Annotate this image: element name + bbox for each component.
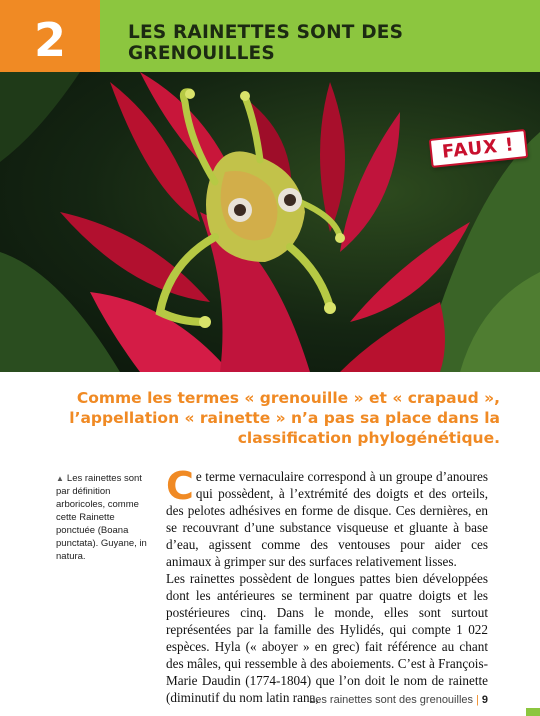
body-text [166,464,488,706]
footer-separator: | [476,694,479,706]
page-number: 9 [481,694,488,706]
dropcap: C [166,464,194,508]
verdict-badge: FAUX ! [429,129,528,168]
body-paragraph-2: Les rainettes possèdent de longues pattes bien développées dont les antérieures se terminent par quatre doigts et les postérieures cinq. Dans le monde, elles sont surtout représentées par la famille des Hylidés, qui compte 1 022 espèces. Hyla (« aboyer » en grec) fait référence au chant des mâles, qui ressemble à des aboiements. C’est à François-Marie Daudin (1774-1804) que l’on doit le nom de rainette (diminutif du nom latin rana, [166,571,488,705]
body-paragraph-1: e terme vernaculaire correspond à un groupe d’anoures qui possèdent, à l’extrémité des doigts et des orteils, des pelotes adhésives en forme de disque. Ces dernières, en se recouvrant d’une substance visqueuse et gluante à base d’eau, agissent comme des ventouses pour aider ces animaux à grimper sur des surfaces relativement lisses. [166,469,488,569]
frog-illustration [0,72,540,372]
leaf-shape [0,72,80,162]
bract-shape [340,112,400,252]
lead-paragraph: Comme les termes « grenouille » et « crapaud », l’appellation « rainette » n’a pas sa place dans la classification phylogénétique. [69,389,500,447]
bract-shape [320,82,345,232]
page-footer [309,694,488,706]
frog-photo [0,72,540,372]
bract-shape [340,302,445,372]
chapter-title: LES RAINETTES SONT DES GRENOUILLES [128,22,404,64]
chapter-number: 2 [33,13,66,67]
running-title: Les rainettes sont des grenouilles [309,694,474,706]
corner-accent [526,708,540,716]
photo-caption [56,472,148,563]
caption-text: Les rainettes sont par définition arboricoles, comme cette Rainette ponctuée (Boana punctata). Guyane, in natura. [56,473,147,562]
caption-marker-icon: ▲ [56,474,64,483]
